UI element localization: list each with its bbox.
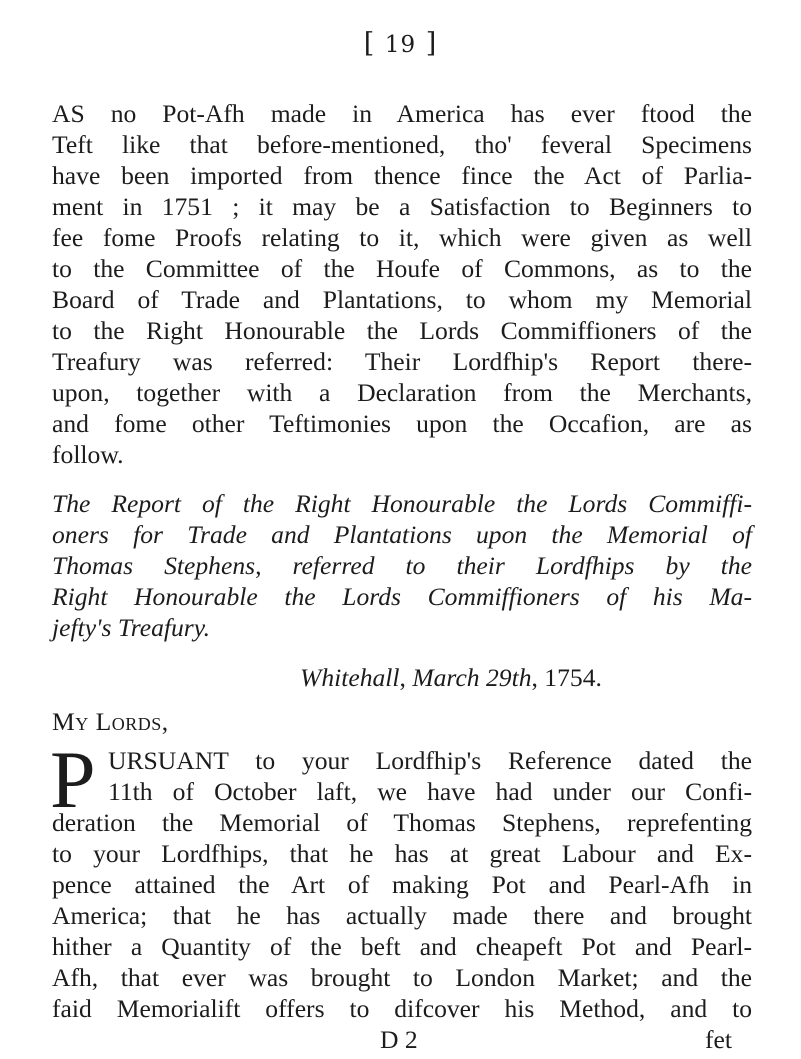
- title-line: The Report of the Right Honourable the Lords Commiffi-: [52, 489, 752, 518]
- text-line: Board of Trade and Plantations, to whom my Memorial: [52, 285, 752, 314]
- dateline-year: 1754.: [544, 663, 602, 692]
- title-line: oners for Trade and Plantations upon the Memorial of: [52, 520, 752, 549]
- title-line: jefty's Treafury.: [52, 613, 211, 642]
- text-line: follow.: [52, 440, 124, 469]
- text-line: pence attained the Art of making Pot and Pearl-Afh in: [52, 870, 752, 899]
- drop-cap: P: [50, 734, 96, 825]
- text-line: fee fome Proofs relating to it, which were given as well: [52, 223, 752, 252]
- text-line: ment in 1751 ; it may be a Satisfaction to Beginners to: [52, 192, 752, 221]
- page-number: 19: [384, 32, 417, 58]
- text-line: deration the Memorial of Thomas Stephens, reprefenting: [52, 808, 752, 837]
- text-line: Treafury was referred: Their Lordfhip's Report there-: [52, 347, 752, 376]
- dateline: Whitehall, March 29th, 1754.: [300, 663, 602, 692]
- text-line: 11th of October laft, we have had under our Confi-: [108, 777, 752, 806]
- text-line: to your Lordfhips, that he has at great Labour and Ex-: [52, 839, 752, 868]
- text-line: URSUANT to your Lordfhip's Reference dated the: [108, 746, 752, 775]
- text-line: to the Committee of the Houfe of Commons, as to the: [52, 254, 752, 283]
- text-line: hither a Quantity of the beft and cheapeft Pot and Pearl-: [52, 932, 752, 961]
- signature-mark: D 2: [380, 1025, 418, 1054]
- dateline-date: March 29th: [412, 663, 532, 692]
- page-number-header: [ 19 ]: [363, 28, 438, 59]
- title-line: Right Honourable the Lords Commiffioners of his Ma-: [52, 582, 752, 611]
- text-line: and fome other Teftimonies upon the Occafion, are as: [52, 409, 752, 438]
- text-line: AS no Pot-Afh made in America has ever ftood the: [52, 99, 752, 128]
- text-line: to the Right Honourable the Lords Commiffioners of the: [52, 316, 752, 345]
- text-line: Teft like that before-mentioned, tho' feveral Specimens: [52, 130, 752, 159]
- text-line: America; that he has actually made there and brought: [52, 901, 752, 930]
- text-line: upon, together with a Declaration from the Merchants,: [52, 378, 752, 407]
- dateline-place: Whitehall: [300, 663, 400, 692]
- catchword: fet: [705, 1025, 732, 1054]
- text-line: faid Memorialift offers to difcover his Method, and to: [52, 994, 752, 1023]
- title-line: Thomas Stephens, referred to their Lordfhips by the: [52, 551, 752, 580]
- salutation: My Lords,: [52, 707, 169, 736]
- text-line: Afh, that ever was brought to London Market; and the: [52, 963, 752, 992]
- text-line: have been imported from thence fince the Act of Parlia-: [52, 161, 752, 190]
